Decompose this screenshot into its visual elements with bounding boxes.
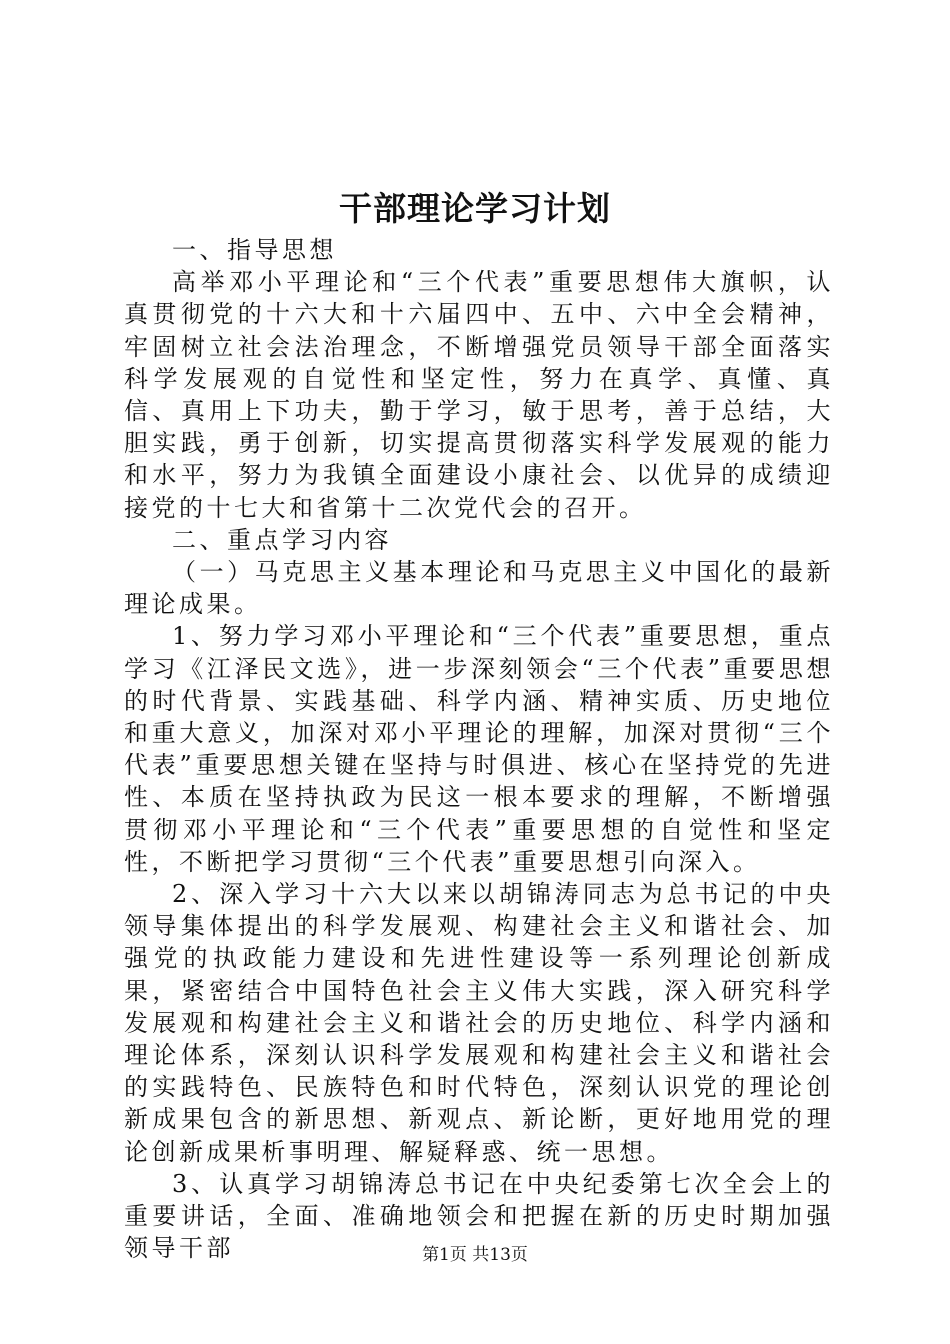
section-heading-key-content: 二、重点学习内容 [172,525,392,554]
section-heading-guiding-ideology: 一、指导思想 [172,236,337,264]
paragraph-item-3: 3、认真学习胡锦涛总书记在中央纪委第七次全会上的重要讲话，全面、准确地领会和把握在新的历史时期加强领导干部 [124,1169,834,1263]
paragraph-item-1: 1、努力学习邓小平理论和“三个代表”重要思想，重点学习《江泽民文选》，进一步深刻领会“三个代表”重要思想的时代背景、实践基础、科学内涵、精神实质、历史地位和重大意义，加深对邓小平理论的理解，加深对贯彻“三个代表”重要思想关键在坚持与时俱进、核心在坚持党的先进性、本质在坚持执政为民这一根本要求的理解，不断增强贯彻邓小平理论和“三个代表”重要思想的自觉性和坚定性，不断把学习贯彻“三个代表”重要思想引向深入。 [124,622,834,876]
page-number-footer: 第1页 共13页 [422,1245,528,1265]
document-body [124,234,834,1265]
subsection-heading-marxism: （一）马克思主义基本理论和马克思主义中国化的最新理论成果。 [124,558,834,619]
document-title: 干部理论学习计划 [339,189,611,228]
paragraph-guiding-ideology: 高举邓小平理论和“三个代表”重要思想伟大旗帜，认真贯彻党的十六大和十六届四中、五中、六中全会精神，牢固树立社会法治理念，不断增强党员领导干部全面落实科学发展观的自觉性和坚定性，努力在真学、真懂、真信、真用上下功夫，勤于学习，敏于思考，善于总结，大胆实践，勇于创新，切实提高贯彻落实科学发展观的能力和水平，努力为我镇全面建设小康社会、以优异的成绩迎接党的十七大和省第十二次党代会的召开。 [124,268,834,522]
paragraph-item-2: 2、深入学习十六大以来以胡锦涛同志为总书记的中央领导集体提出的科学发展观、构建社会主义和谐社会、加强党的执政能力建设和先进性建设等一系列理论创新成果，紧密结合中国特色社会主义伟大实践，深入研究科学发展观和构建社会主义和谐社会的历史地位、科学内涵和理论体系，深刻认识科学发展观和构建社会主义和谐社会的实践特色、民族特色和时代特色，深刻认识党的理论创新成果包含的新思想、新观点、新论断，更好地用党的理论创新成果析事明理、解疑释惑、统一思想。 [124,880,834,1166]
